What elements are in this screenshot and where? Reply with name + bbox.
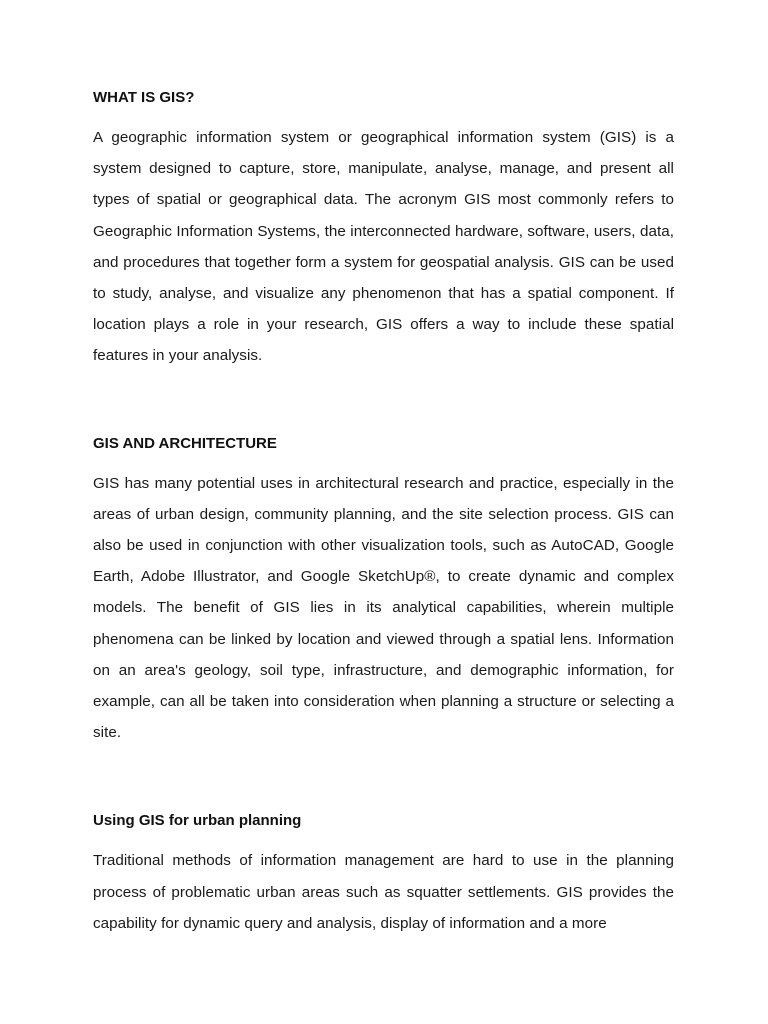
section-paragraph-urban-planning: Traditional methods of information management are hard to use in the planning process of problematic urban areas such as squatter settlements. GIS provides the capability for dynamic query and analysis, display of information and a more (93, 852, 674, 932)
section-paragraph-what-is-gis: A geographic information system or geographical information system (GIS) is a system designed to capture, store, manipulate, analyse, manage, and present all types of spatial or geographical data. The acronym GIS most commonly refers to Geographic Information Systems, the interconnected hardware, software, users, data, and procedures that together form a system for geospatial analysis. GIS can be used to study, analyse, and visualize any phenomenon that has a spatial component. If location plays a role in your research, GIS offers a way to include these spatial features in your analysis. (93, 129, 674, 365)
section-heading-urban-planning: Using GIS for urban planning (93, 812, 302, 830)
section-heading-gis-and-architecture: GIS AND ARCHITECTURE (93, 434, 277, 452)
section-paragraph-gis-and-architecture: GIS has many potential uses in architectural research and practice, especially in the areas of urban design, community planning, and the site selection process. GIS can also be used in conjunction with other visualization tools, such as AutoCAD, Google Earth, Adobe Illustrator, and Google SketchUp®, to create dynamic and complex models. The benefit of GIS lies in its analytical capabilities, wherein multiple phenomena can be linked by location and viewed through a spatial lens. Information on an area's geology, soil type, infrastructure, and demographic information, for example, can all be taken into consideration when planning a structure or selecting a site. (93, 474, 674, 742)
section-heading-what-is-gis: WHAT IS GIS? (93, 89, 195, 106)
